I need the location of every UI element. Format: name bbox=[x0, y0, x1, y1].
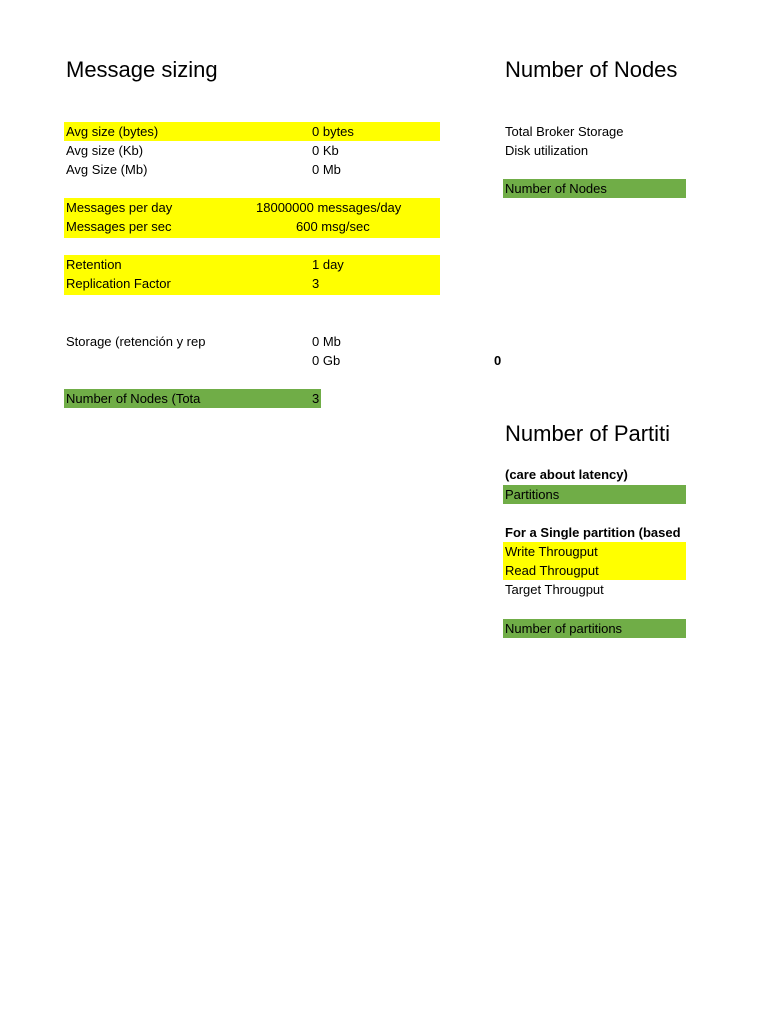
messages-per-day-value: 18000000 messages/day bbox=[256, 200, 402, 215]
storage-gb-value: 0 Gb bbox=[312, 353, 341, 368]
target-throughput-label: Target Througput bbox=[505, 582, 604, 597]
total-broker-storage-label: Total Broker Storage bbox=[505, 124, 624, 139]
disk-utilization-label: Disk utilization bbox=[505, 143, 589, 158]
messages-per-sec-value: 600 msg/sec bbox=[296, 219, 370, 234]
storage-extra-value: 0 bbox=[494, 353, 502, 368]
avg-size-kb-value: 0 Kb bbox=[312, 143, 339, 158]
nodes-total-label: Number of Nodes (Tota bbox=[66, 391, 201, 406]
partitions-label: Partitions bbox=[505, 487, 560, 502]
number-of-partitions-title: Number of Partiti bbox=[505, 421, 671, 446]
avg-size-kb-label: Avg size (Kb) bbox=[66, 143, 144, 158]
write-throughput-label: Write Througput bbox=[505, 544, 598, 559]
number-of-partitions-label: Number of partitions bbox=[505, 621, 623, 636]
replication-factor-value: 3 bbox=[312, 276, 320, 291]
retention-value: 1 day bbox=[312, 257, 344, 272]
nodes-total-value: 3 bbox=[312, 391, 320, 406]
replication-factor-label: Replication Factor bbox=[66, 276, 171, 291]
care-about-latency-label: (care about latency) bbox=[505, 467, 628, 482]
avg-size-mb-value: 0 Mb bbox=[312, 162, 341, 177]
number-of-nodes-label: Number of Nodes bbox=[505, 181, 607, 196]
read-throughput-label: Read Througput bbox=[505, 563, 599, 578]
single-partition-label: For a Single partition (based bbox=[505, 525, 681, 540]
storage-label: Storage (retención y rep bbox=[66, 334, 206, 349]
number-of-nodes-title: Number of Nodes bbox=[505, 57, 678, 82]
avg-size-mb-label: Avg Size (Mb) bbox=[66, 162, 148, 177]
storage-mb-value: 0 Mb bbox=[312, 334, 341, 349]
avg-size-bytes-label: Avg size (bytes) bbox=[66, 124, 159, 139]
message-sizing-title: Message sizing bbox=[66, 57, 218, 82]
avg-size-bytes-value: 0 bytes bbox=[312, 124, 354, 139]
messages-per-sec-label: Messages per sec bbox=[66, 219, 172, 234]
messages-per-day-label: Messages per day bbox=[66, 200, 173, 215]
retention-label: Retention bbox=[66, 257, 122, 272]
